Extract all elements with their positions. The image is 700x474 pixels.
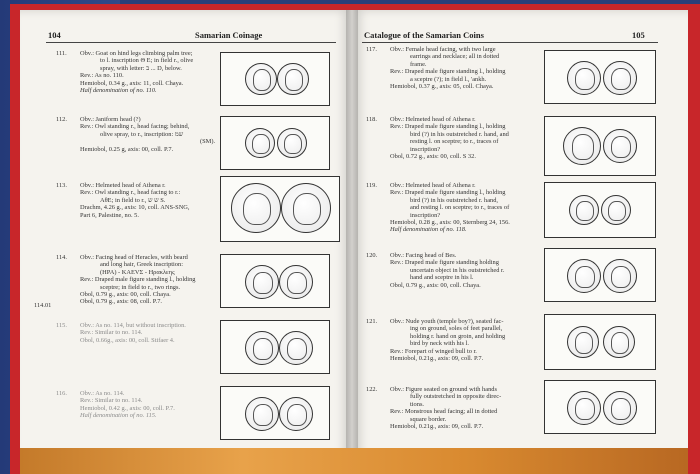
entry-line: (HPA) - KAEVΣ - Ηρακλεης <box>100 268 175 276</box>
left-page <box>20 10 352 474</box>
entry-line: AθE; in field to r., ש ש S. <box>100 196 166 204</box>
right-page <box>352 10 688 474</box>
entry-line: bird (?) in his outstretched r. hand, and <box>410 130 509 138</box>
entry-number: 113. <box>56 182 67 189</box>
coin-reverse-image <box>603 259 637 293</box>
entry-line: fully outstretched in opposite direc- <box>410 393 502 401</box>
entry-text <box>390 182 510 234</box>
entry-line: Obv.: Janiform head (?) <box>80 116 141 123</box>
coin-plate-118 <box>544 116 656 176</box>
catalogue-entry-118 <box>366 116 536 166</box>
entry-number: 122. <box>366 386 378 393</box>
right-running-head: Catalogue of the Samarian Coins <box>364 30 484 40</box>
entry-line: Obv.: Facing head of Bes. <box>390 252 457 259</box>
entry-line: Obv.: Nude youth (temple boy?), seated fac- <box>390 318 504 325</box>
entry-line: Obv.: As no. 114, but without inscription. <box>80 322 186 329</box>
entry-line: Drachm, 4.26 g., axis: 10, coll. ANS-SNG, <box>80 204 190 212</box>
table-surface <box>20 448 688 474</box>
left-running-head: Samarian Coinage <box>195 30 263 40</box>
entry-line: hand and sceptre in his l. <box>410 274 474 282</box>
entry-line: to l. inscription Θ E; in field r., olive <box>100 57 194 65</box>
entry-number: 118. <box>366 116 377 123</box>
entry-number: 119. <box>366 182 377 189</box>
entry-line: and resting l. on sceptre; to r., traces of <box>410 204 510 212</box>
coin-plate-119 <box>544 182 656 238</box>
coin-obverse-image <box>569 195 599 225</box>
coin-obverse-image <box>567 259 601 293</box>
coin-plate-115 <box>220 320 330 374</box>
right-page-number: 105 <box>632 30 645 40</box>
entry-line: Obv.: Figure seated on ground with hands <box>390 386 497 393</box>
coin-plate-121 <box>544 314 656 370</box>
entry-line: Obv.: Facing head of Heracles, with beard <box>80 254 188 261</box>
entry-line: Hemiobol, 0.25 g, axis: 00, coll. P.7. <box>80 145 174 153</box>
coin-reverse-image <box>279 397 313 431</box>
coin-obverse-image <box>567 326 599 358</box>
coin-reverse-image <box>603 326 635 358</box>
entry-text <box>390 318 505 362</box>
entry-line: sceptre; in field to r., two rings. <box>100 283 181 291</box>
coin-obverse-image <box>563 127 601 165</box>
coin-plate-114 <box>220 254 330 308</box>
entry-line: tions. <box>410 400 425 408</box>
entry-line: Rev.: Similar to no. 114. <box>80 397 143 405</box>
entry-line: Half denomination of no. 115. <box>80 412 157 420</box>
entry-number: 114. <box>56 254 67 261</box>
open-book <box>20 10 688 474</box>
entry-line: Hemiobol, 0.37 g., axis: 05, coll. Chaya. <box>390 83 494 91</box>
entry-line: Hemiobol, 0.21g., axis: 09, coll. P.7. <box>390 423 484 431</box>
catalogue-entry-114 <box>56 254 226 314</box>
entry-line: Obol, 0.66g., axis: 00, coll. Stifaer 4. <box>80 336 175 344</box>
coin-plate-117 <box>544 50 656 104</box>
entry-text <box>80 50 193 94</box>
book-spine <box>346 10 358 474</box>
coin-reverse-image <box>279 331 313 365</box>
right-header-rule <box>362 42 658 43</box>
entry-line: and long hair, Greek inscription: <box>100 261 183 269</box>
coin-reverse-image <box>603 391 637 425</box>
entry-line: bird by neck with his l. <box>410 340 469 348</box>
entry-line: Rev.: Draped male figure standing l., holding <box>390 189 506 197</box>
entry-line: Rev.: Monstrous head facing; all in dotted <box>390 408 498 416</box>
coin-reverse-image <box>277 128 307 158</box>
entry-line: Obol, 0.72 g., axis: 00, coll. S 32. <box>390 153 476 161</box>
left-header-rule <box>46 42 336 43</box>
coin-obverse-image <box>245 128 275 158</box>
coin-reverse-image <box>603 129 637 163</box>
entry-line: ing on ground, soles of feet parallel, <box>410 325 503 333</box>
coin-obverse-image <box>245 265 279 299</box>
entry-number: 111. <box>56 50 67 57</box>
entry-number: 115. <box>56 322 67 329</box>
entry-text <box>80 322 186 344</box>
entry-number: 117. <box>366 46 377 53</box>
entry-line: earrings and necklace; all in dotted <box>410 53 500 61</box>
catalogue-entry-116 <box>56 390 226 424</box>
entry-line: Obv.: Goat on hind legs climbing palm tree; <box>80 50 193 57</box>
entry-line: bird (?) in his outstretched r. hand, <box>410 196 499 204</box>
entry-line: Obv.: Helmeted head of Athena r. <box>390 116 476 123</box>
entry-line: Rev.: Draped male figure standing l., holding <box>80 276 196 284</box>
coin-obverse-image <box>245 397 279 431</box>
coin-reverse-image <box>601 195 631 225</box>
entry-text <box>390 386 501 430</box>
entry-text <box>390 46 505 90</box>
entry-line: Rev.: Owl standing r., head facing; behind, <box>80 123 190 131</box>
entry-line: resting l. on sceptre; to r., traces of <box>410 138 499 146</box>
entry-line: Rev.: Draped male figure standing holding <box>390 259 499 267</box>
entry-line: Rev.: Similar to no. 114. <box>80 329 143 337</box>
catalogue-entry-115 <box>56 322 226 352</box>
entry-line: Obol, 0.79 g., axis: 08, coll. P.7. <box>80 298 163 306</box>
entry-number: 116. <box>56 390 67 397</box>
entry-line: Obol, 0.79 g., axis: 00, coll. Chaya. <box>80 291 171 299</box>
entry-line: Obv.: Female head facing, with two large <box>390 46 496 53</box>
coin-reverse-image <box>281 183 331 233</box>
entry-line: Part 6, Palestine, no. 5. <box>80 211 139 219</box>
entry-line: a sceptre (?); in field l., 'ankh. <box>410 75 487 83</box>
coin-reverse-image <box>279 265 313 299</box>
entry-line: Rev.: Owl standing r., head facing to r.: <box>80 189 181 197</box>
entry-number: 120. <box>366 252 378 259</box>
entry-line: spray, with letter: ב ... D, below. <box>100 64 182 72</box>
catalogue-entry-120 <box>366 252 536 292</box>
coin-plate-122 <box>544 380 656 434</box>
entry-line: Obv.: Helmeted head of Athena r. <box>390 182 476 189</box>
entry-line: Hemiobol, 0.34 g., axis: 11, coll. Chaya. <box>80 79 184 87</box>
entry-line: Rev.: Draped male figure standing l., holding <box>390 123 506 131</box>
entry-line: Rev.: Forepart of winged bull to r. <box>390 347 477 355</box>
entry-line: Hemiobol, 0.28 g., axis: 00, Sternberg 24, 156. <box>390 219 510 227</box>
entry-text <box>80 254 195 306</box>
entry-line: Obv.: Helmeted head of Athena r. <box>80 182 166 189</box>
sub-entry-number: 114.01 <box>34 302 52 309</box>
entry-text <box>80 116 215 153</box>
catalogue-entry-122 <box>366 386 536 436</box>
entry-text <box>390 116 509 160</box>
catalogue-entry-113 <box>56 182 226 228</box>
entry-text <box>390 252 504 289</box>
entry-text <box>80 182 190 219</box>
left-page-number: 104 <box>48 30 61 40</box>
entry-line: square border. <box>410 415 447 423</box>
coin-plate-111 <box>220 52 330 106</box>
catalogue-entry-111 <box>56 50 226 100</box>
entry-line: Rev.: Draped male figure standing l., holding <box>390 68 506 76</box>
coin-plate-120 <box>544 248 656 302</box>
entry-line: Half denomination of no. 110. <box>80 87 157 95</box>
entry-text <box>80 390 175 420</box>
catalogue-entry-112 <box>56 116 226 162</box>
entry-line: Obv.: As no. 114. <box>80 390 125 397</box>
coin-obverse-image <box>567 391 601 425</box>
coin-plate-112 <box>220 116 330 170</box>
entry-line: frame. <box>410 60 427 68</box>
entry-number: 112. <box>56 116 67 123</box>
entry-line: (SM). <box>200 138 216 146</box>
coin-plate-113 <box>220 176 340 242</box>
entry-line: Hemiobol, 0.21g., axis: 09, coll. P.7. <box>390 355 484 363</box>
entry-line: Rev.: As no. 110. <box>80 72 124 80</box>
catalogue-entry-121 <box>366 318 536 368</box>
entry-line: inscription? <box>410 211 441 219</box>
entry-number: 121. <box>366 318 378 325</box>
entry-line: Hemiobol, 0.42 g., axis: 00, coll. P.7. <box>80 404 175 412</box>
entry-line: holding r. hand on groin, and holding <box>410 332 506 340</box>
coin-obverse-image <box>245 63 277 95</box>
entry-line: olive spray, to r., inscription: שמ <box>100 130 184 138</box>
entry-line: Obol, 0.79 g., axis: 00, coll. Chaya. <box>390 281 481 289</box>
entry-line: Half denomination of no. 118. <box>390 226 467 234</box>
coin-obverse-image <box>567 61 601 95</box>
coin-obverse-image <box>231 183 281 233</box>
coin-obverse-image <box>245 331 279 365</box>
entry-line: uncertain object in his outstretched r. <box>410 266 505 274</box>
catalogue-entry-119 <box>366 182 536 238</box>
entry-line: inscription? <box>410 145 441 153</box>
coin-reverse-image <box>277 63 309 95</box>
coin-plate-116 <box>220 386 330 440</box>
coin-reverse-image <box>603 61 637 95</box>
catalogue-entry-117 <box>366 46 536 96</box>
